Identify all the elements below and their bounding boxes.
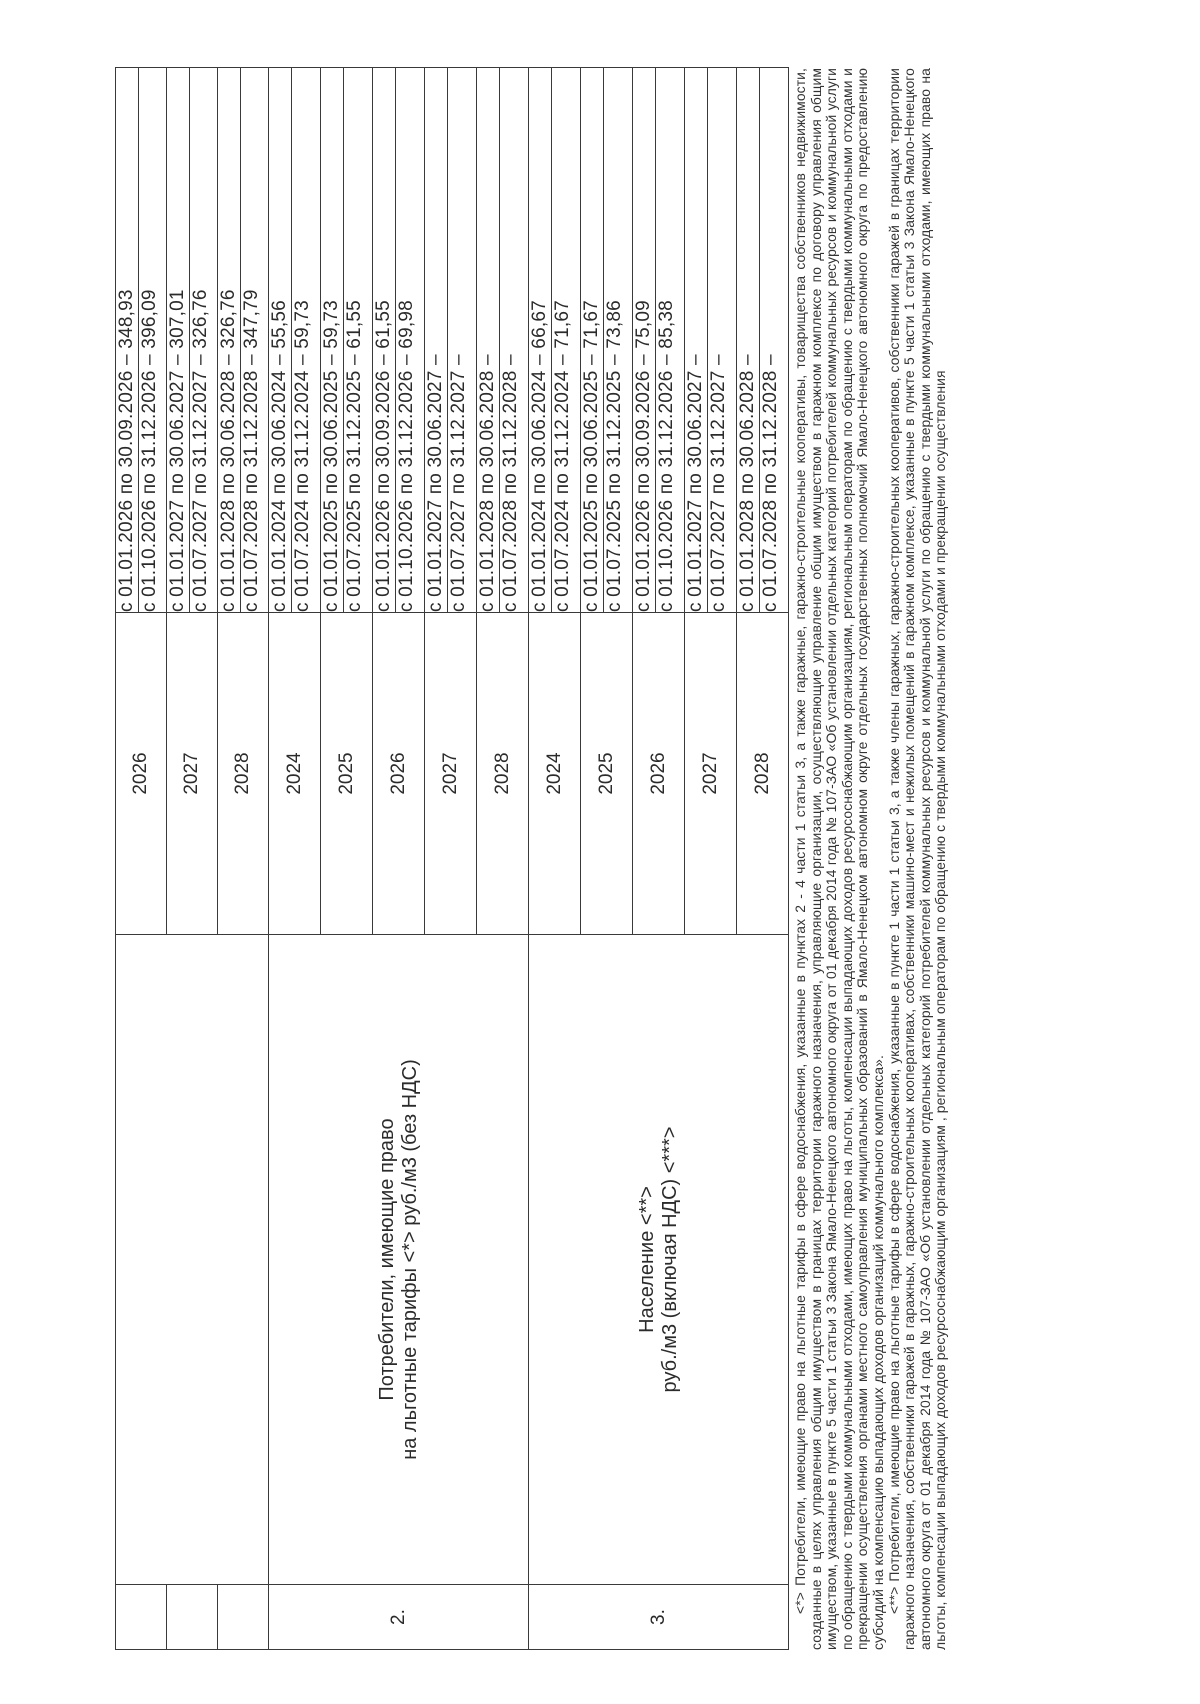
period-cell bbox=[425, 68, 477, 613]
period-line: с 01.07.2024 по 31.12.2024 – 59,73 bbox=[292, 300, 313, 612]
period-cell bbox=[321, 68, 373, 613]
period-line: с 01.07.2027 по 31.12.2027 – bbox=[448, 354, 469, 612]
year-cell: 2026 bbox=[633, 613, 685, 935]
period-line: с 01.07.2028 по 31.12.2028 – bbox=[760, 354, 781, 612]
row-number-cell: 3. bbox=[529, 1585, 789, 1650]
year-cell: 2028 bbox=[737, 613, 789, 935]
period-line: с 01.07.2028 по 31.12.2028 – bbox=[500, 354, 521, 612]
period-line: с 01.07.2028 по 31.12.2028 – 347,79 bbox=[241, 289, 262, 612]
period-line: с 01.10.2026 по 31.12.2026 – 396,09 bbox=[139, 289, 160, 612]
period-line: с 01.07.2024 по 31.12.2024 – 71,67 bbox=[552, 300, 573, 612]
period-line: с 01.01.2026 по 30.09.2026 – 348,93 bbox=[116, 68, 139, 612]
table-row bbox=[269, 68, 321, 1650]
category-name-line: Потребители, имеющие право bbox=[375, 1118, 398, 1401]
year-cell: 2027 bbox=[167, 613, 218, 935]
period-cell bbox=[529, 68, 581, 613]
year-cell: 2027 bbox=[685, 613, 737, 935]
period-line: с 01.01.2028 по 30.06.2028 – bbox=[477, 68, 500, 612]
year-cell: 2026 bbox=[373, 613, 425, 935]
row-number-cell bbox=[167, 1585, 218, 1650]
period-line: с 01.07.2025 по 31.12.2025 – 61,55 bbox=[344, 300, 365, 612]
year-cell: 2025 bbox=[581, 613, 633, 935]
row-number-cell: 2. bbox=[269, 1585, 529, 1650]
row-number-cell bbox=[116, 1585, 167, 1650]
table-row bbox=[116, 68, 167, 1650]
period-line: с 01.01.2025 по 30.06.2025 – 71,67 bbox=[581, 68, 604, 612]
period-cell bbox=[373, 68, 425, 613]
period-line: с 01.07.2027 по 31.12.2027 – 326,76 bbox=[190, 289, 211, 612]
consumer-category-cell bbox=[529, 935, 789, 1585]
year-cell: 2024 bbox=[529, 613, 581, 935]
footnote-population: <**> Потребители, имеющие право на льготные тарифы в сфере водоснабжения, указанные в пункте 1 части 1 статьи 3, а также члены гаражных, гаражно-строительных кооперативов, собственники гаражей в границах территории гаражного назначения, собственники гаражей в гаражных, гаражно-строительных кооперативах, собственники машино-мест и нежилых помещений в гаражном комплексе, указанные в пункте 5 части 1 статьи 3 Закона Ямало-Ненецкого автономного округа от 01 декабря 2014 года № 107-ЗАО «Об установлении отдельных категорий потребителей коммунальных ресурсов и коммунальной услуги по обращению с твердыми коммунальными отходами, имеющих право на льготы, компенсации выпадающих доходов ресурсоснабжающим организациям , региональным операторам по обращению с твердыми коммунальными отходами и прекращении осуществления bbox=[885, 68, 949, 1650]
period-cell bbox=[116, 68, 167, 613]
rotated-document-page bbox=[115, 68, 1051, 1650]
period-line: с 01.01.2027 по 30.06.2027 – 307,01 bbox=[167, 68, 190, 612]
year-cell: 2024 bbox=[269, 613, 321, 935]
period-line: с 01.07.2027 по 31.12.2027 – bbox=[708, 354, 729, 612]
row-number-cell bbox=[218, 1585, 269, 1650]
period-cell bbox=[167, 68, 218, 613]
period-line: с 01.01.2025 по 30.06.2025 – 59,73 bbox=[321, 68, 344, 612]
period-line: с 01.10.2026 по 31.12.2026 – 85,38 bbox=[656, 300, 677, 612]
category-name-line: на льготные тарифы <*> руб./м3 (без НДС) bbox=[398, 1059, 421, 1460]
period-line: с 01.01.2028 по 30.06.2028 – 326,76 bbox=[218, 68, 241, 612]
period-line: с 01.01.2027 по 30.06.2027 – bbox=[425, 68, 448, 612]
tariff-table bbox=[115, 67, 789, 1650]
period-line: с 01.10.2026 по 31.12.2026 – 69,98 bbox=[396, 300, 417, 612]
period-cell bbox=[269, 68, 321, 613]
period-line: с 01.01.2024 по 30.06.2024 – 66,67 bbox=[529, 68, 552, 612]
year-cell: 2026 bbox=[116, 613, 167, 935]
table-row bbox=[529, 68, 581, 1650]
year-cell: 2028 bbox=[477, 613, 529, 935]
period-line: с 01.01.2026 по 30.09.2026 – 61,55 bbox=[373, 68, 396, 612]
year-cell: 2028 bbox=[218, 613, 269, 935]
footnotes bbox=[793, 68, 949, 1650]
period-cell bbox=[218, 68, 269, 613]
category-name-line: руб./м3 (включая НДС) <***> bbox=[658, 1126, 681, 1393]
category-name-line: Население <**> bbox=[635, 1186, 658, 1333]
period-cell bbox=[737, 68, 789, 613]
period-line: с 01.01.2027 по 30.06.2027 – bbox=[685, 68, 708, 612]
footnote-benefit-consumers: <*> Потребители, имеющие право на льготные тарифы в сфере водоснабжения, указанные в пунктах 2 - 4 части 1 статьи 3, а также гаражные, гаражно-строительные кооперативы, товарищества собственников недвижимости, созданные в целях управления общим имуществом в границах территории гаражного назначения, управляющие организации, осуществляющие управление общим имуществом в гаражном комплексе по договору управления общим имуществом, указанные в пункте 5 части 1 статьи 3 Закона Ямало-Ненецкого автономного округа от 01 декабря 2014 года № 107-ЗАО «Об установлении отдельных категорий потребителей коммунальных ресурсов и коммунальной услуги по обращению с твердыми коммунальными отходами, имеющих право на льготы, компенсации выпадающих доходов ресурсоснабжающим организациям, региональным операторам по обращению с твердыми коммунальными отходами и прекращении осуществления органами местного самоуправления муниципальных образований в Ямало-Ненецком автономном округе отдельных государственных полномочий Ямало-Ненецкого автономного округа по предоставлению субсидий на компенсацию выпадающих доходов организаций коммунального комплекса». bbox=[792, 68, 886, 1650]
year-cell: 2027 bbox=[425, 613, 477, 935]
period-cell bbox=[685, 68, 737, 613]
period-cell bbox=[477, 68, 529, 613]
period-line: с 01.01.2028 по 30.06.2028 – bbox=[737, 68, 760, 612]
period-cell bbox=[633, 68, 685, 613]
period-line: с 01.01.2026 по 30.09.2026 – 75,09 bbox=[633, 68, 656, 612]
consumer-category-cell bbox=[269, 935, 529, 1585]
period-cell bbox=[581, 68, 633, 613]
period-line: с 01.01.2024 по 30.06.2024 – 55,56 bbox=[269, 68, 292, 612]
tariff-table-body bbox=[116, 68, 789, 1650]
consumer-category-cell bbox=[116, 935, 269, 1585]
year-cell: 2025 bbox=[321, 613, 373, 935]
period-line: с 01.07.2025 по 31.12.2025 – 73,86 bbox=[604, 300, 625, 612]
